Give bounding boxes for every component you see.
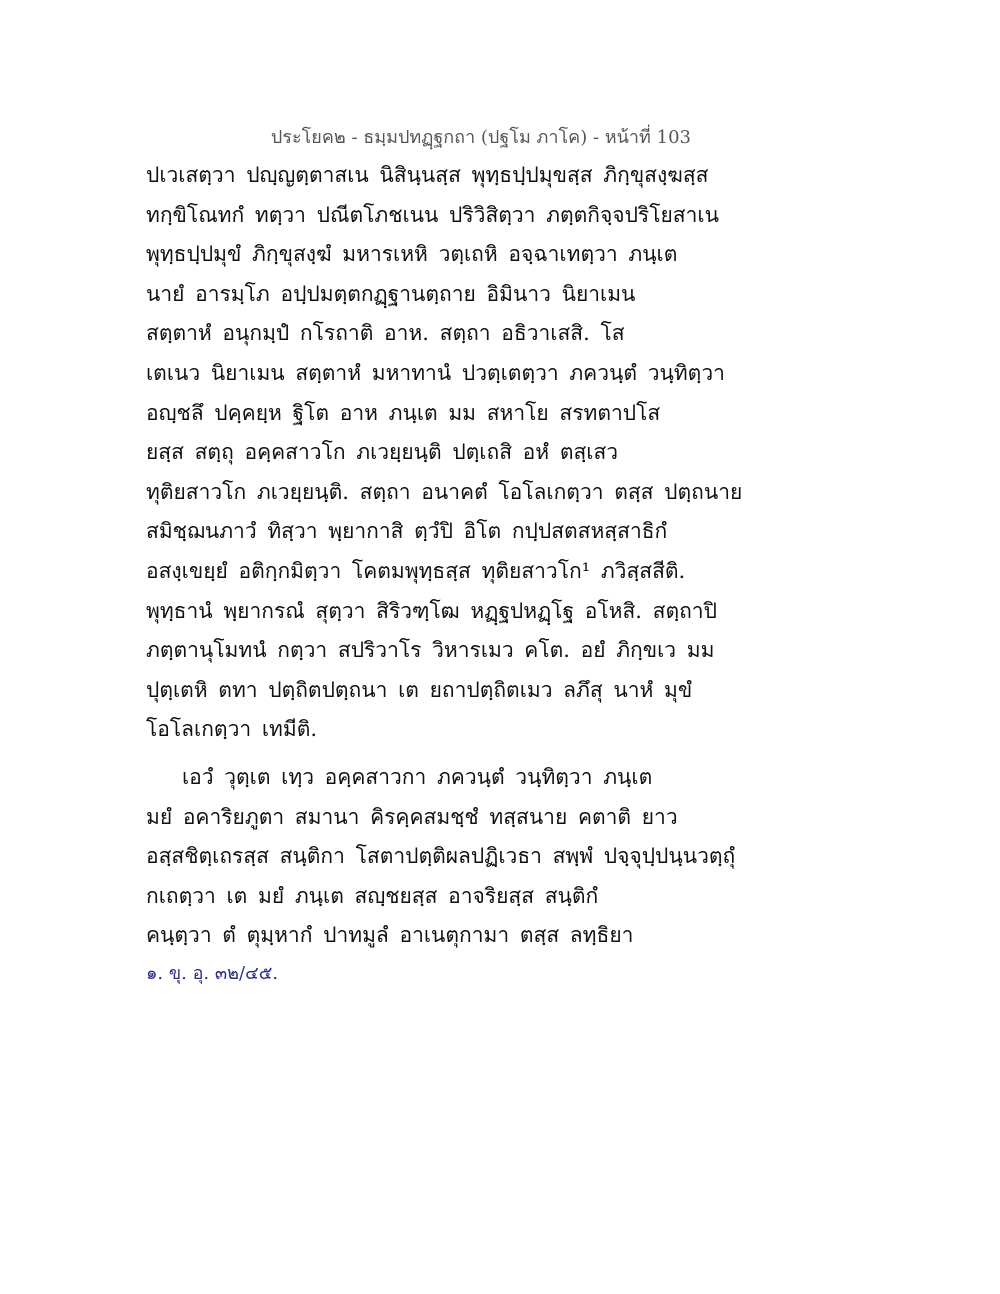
paragraph-1: [146, 156, 746, 750]
text-line: สมิชฺฌนภาวํ ทิสฺวา พฺยากาสิ ตฺวํปิ อิโต กปฺปสตสหสฺสาธิกํ: [146, 519, 668, 544]
text-line: โอโลเกตฺวา เทมีติ.: [146, 717, 318, 742]
text-line: ภตฺตานุโมทนํ กตฺวา สปริวาโร วิหารเมว คโต. อยํ ภิกฺขเว มม: [146, 638, 715, 663]
text-line: กเถตฺวา เต มยํ ภนฺเต สญฺชยสฺส อาจริยสฺส สนฺติกํ: [146, 883, 599, 908]
running-header: ประโยค๒ - ธมฺมปทฏฺฐกถา (ปฐโม ภาโค) - หน้าที่ 103: [270, 127, 691, 148]
text-line: สตฺตาหํ อนุกมฺปํ กโรถาติ อาห. สตฺถา อธิวาเสสิ. โส: [146, 321, 625, 346]
text-line: ปเวเสตฺวา ปญฺญตฺตาสเน นิสินฺนสฺส พุทฺธปฺปมุขสฺส ภิกฺขุสงฺฆสฺส: [146, 163, 709, 187]
text-line: ทกฺขิโณทกํ ทตฺวา ปณีตโภชเนน ปริวิสิตฺวา ภตฺตกิจฺจปริโยสาเน: [146, 202, 719, 227]
footnote: ๑. ขุ. อุ. ๓๒/๔๕.: [146, 963, 279, 984]
text-line: ทุติยสาวโก ภเวยฺยนฺติ. สตฺถา อนาคตํ โอโลเกตฺวา ตสฺส ปตฺถนาย: [146, 479, 743, 504]
paragraph-2: [146, 758, 746, 956]
text-line: พุทฺธานํ พฺยากรณํ สุตฺวา สิริวฑฺโฒ หฏฺฐปหฏฺโฐ อโหสิ. สตฺถาปิ: [146, 598, 717, 623]
text-line: อสฺสชิตฺเถรสฺส สนฺติกา โสตาปตฺติผลปฏิเวธา สพฺพํ ปจฺจุปฺปนฺนวตฺถุํ: [146, 844, 736, 869]
text-line: นายํ อารมฺโภ อปฺปมตฺตกฏฺฐานตฺถาย อิมินาว นิยาเมน: [146, 281, 636, 306]
paragraph-gap: [146, 750, 746, 758]
text-line: อสงฺเขยฺยํ อติกฺกมิตฺวา โคตมพุทฺธสฺส ทุติยสาวโก¹ ภวิสฺสสีติ.: [146, 558, 686, 583]
text-line: พุทฺธปฺปมุขํ ภิกฺขุสงฺฆํ มหารเหหิ วตฺเถหิ อจฺฉาเทตฺวา ภนฺเต: [146, 242, 678, 267]
text-line: อญฺชลึ ปคฺคยฺห ฐิโต อาห ภนฺเต มม สหาโย สรทตาปโส: [146, 400, 661, 425]
text-line: ยสฺส สตฺถุ อคฺคสาวโก ภเวยฺยนฺติ ปตฺเถสิ อหํ ตสฺเสว: [146, 440, 619, 465]
text-line: คนฺตฺวา ตํ ตุมฺหากํ ปาทมูลํ อาเนตุกามา ตสฺส ลทฺธิยา: [146, 923, 634, 948]
body-text: [146, 156, 746, 956]
text-line: มยํ อคาริยภูตา สมานา คิรคฺคสมชฺชํ ทสฺสนาย คตาติ ยาว: [146, 804, 678, 829]
text-line: เตเนว นิยาเมน สตฺตาหํ มหาทานํ ปวตฺเตตฺวา ภควนฺตํ วนฺทิตฺวา: [146, 360, 725, 385]
text-line-indented: เอวํ วุตฺเต เทฺว อคฺคสาวกา ภควนฺตํ วนฺทิตฺวา ภนฺเต: [182, 764, 653, 789]
text-line: ปุตฺเตหิ ตทา ปตฺถิตปตฺถนา เต ยถาปตฺถิตเมว ลภึสุ นาหํ มุขํ: [146, 677, 693, 702]
